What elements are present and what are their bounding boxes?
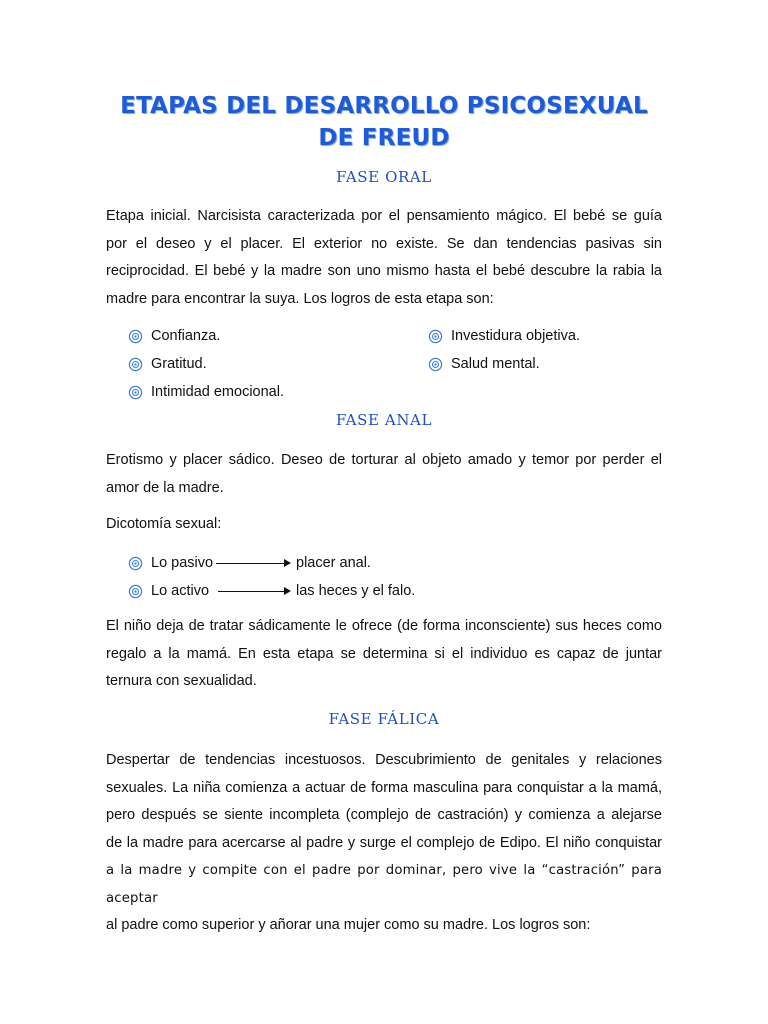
paragraph-oral-intro [106, 203, 662, 313]
paragraph-line: al padre como superior y añorar una mujer como su madre. Los logros son: [106, 917, 591, 933]
heading-fase-falica: FASE FÁLICA [328, 710, 440, 728]
swirl-bullet-icon [128, 385, 143, 400]
dicotomia-label: Dicotomía sexual: [106, 516, 222, 532]
arrow-from-label: Lo activo [151, 583, 210, 599]
title-line-1: ETAPAS DEL DESARROLLO PSICOSEXUAL [120, 93, 648, 119]
paragraph-line: de la madre para acercarse al padre y surge el complejo de Edipo. El niño conquistar [106, 834, 662, 851]
paragraph-falica-intro [106, 747, 662, 940]
list-item [428, 326, 580, 346]
paragraph-line: regalo a la mamá. En esta etapa se determina si el individuo es capaz de juntar [106, 645, 662, 662]
heading-fase-anal: FASE ANAL [335, 411, 433, 429]
list-item-label: Gratitud. [151, 356, 207, 372]
list-item-label: Salud mental. [451, 356, 540, 372]
arrow-head [284, 559, 291, 567]
right-arrow-icon [216, 563, 284, 564]
list-item-label: Confianza. [151, 328, 221, 344]
paragraph-line: pero después se siente incompleta (complejo de castración) y comienza a alejarse [106, 807, 662, 823]
swirl-bullet-icon [428, 357, 443, 372]
list-item [128, 326, 220, 346]
swirl-bullet-icon [428, 329, 443, 344]
paragraph-line: madre para encontrar la suya. Los logros de esta etapa son: [106, 290, 494, 307]
paragraph-line: El niño deja de tratar sádicamente le ofrece (de forma inconsciente) sus heces como [106, 618, 662, 634]
arrow-item [128, 553, 428, 573]
list-item-label: Investidura objetiva. [451, 328, 580, 344]
arrow-head [284, 587, 291, 595]
paragraph-line: Erotismo y placer sádico. Deseo de torturar al objeto amado y temor por perder el [106, 452, 662, 468]
swirl-bullet-icon [128, 584, 143, 599]
paragraph-anal-detail [106, 613, 662, 696]
arrow-item [128, 581, 468, 601]
swirl-bullet-icon [128, 357, 143, 372]
paragraph-line: por el deseo y el placer. El exterior no existe. Se dan tendencias pasivas sin [106, 235, 662, 252]
document-title [60, 90, 708, 154]
paragraph-line: amor de la madre. [106, 479, 224, 496]
paragraph-line: sexuales. La niña comienza a actuar de forma masculina para conquistar a la mamá, [106, 779, 662, 796]
right-arrow-icon [218, 591, 284, 592]
paragraph-line: reciprocidad. El bebé y la madre son uno mismo hasta el bebé descubre la rabia la [106, 263, 662, 279]
swirl-bullet-icon [128, 556, 143, 571]
paragraph-line: a la madre y compite con el padre por dominar, pero vive la “castración” para aceptar [106, 863, 662, 906]
arrow-from-label: Lo pasivo [151, 555, 214, 571]
swirl-bullet-icon [128, 329, 143, 344]
arrow-to-label: placer anal. [296, 555, 371, 571]
heading-fase-oral: FASE ORAL [336, 168, 432, 186]
arrow-to-label: las heces y el falo. [296, 583, 416, 599]
list-item [428, 354, 540, 374]
paragraph-anal-intro [106, 447, 662, 502]
list-item [128, 354, 207, 374]
list-item [128, 382, 284, 402]
paragraph-line: Etapa inicial. Narcisista caracterizada por el pensamiento mágico. El bebé se guía [106, 208, 662, 224]
list-item-label: Intimidad emocional. [151, 384, 284, 400]
paragraph-line: ternura con sexualidad. [106, 673, 257, 689]
paragraph-line: Despertar de tendencias incestuosos. Descubrimiento de genitales y relaciones [106, 752, 662, 768]
title-line-2: DE FREUD [318, 125, 450, 151]
